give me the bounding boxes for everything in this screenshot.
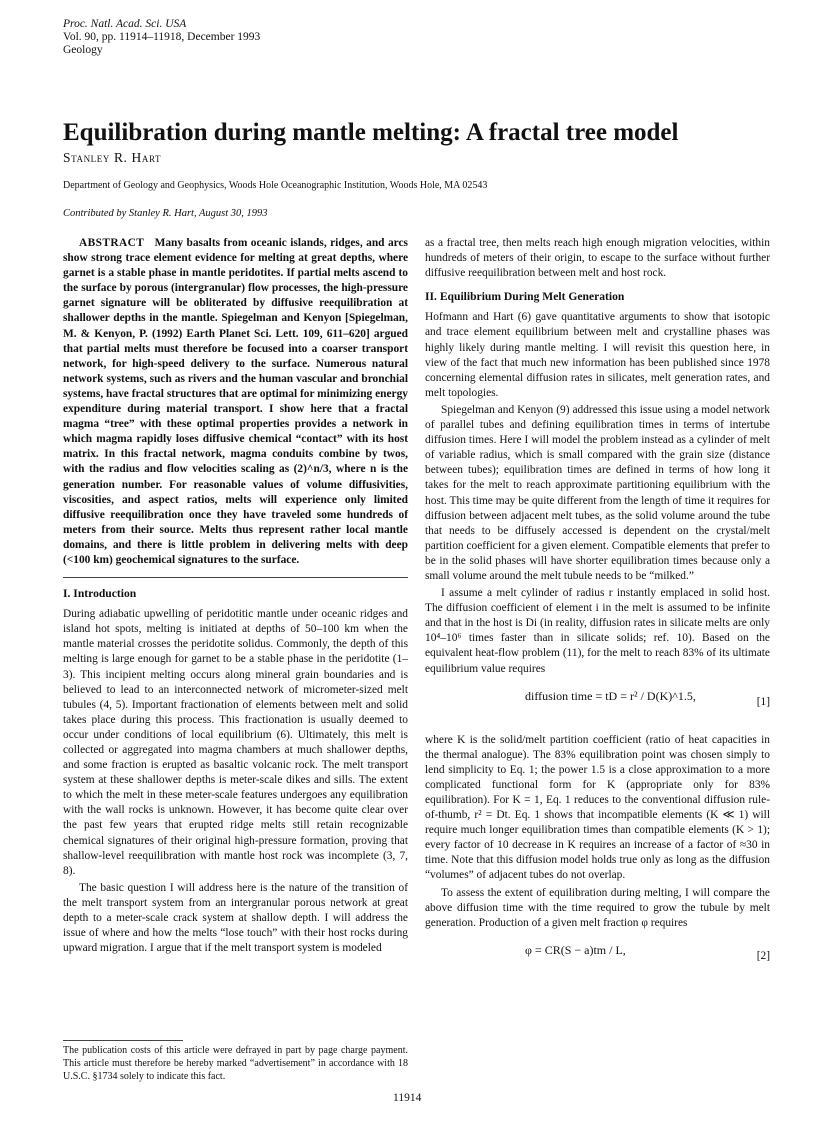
equilibrium-paragraph-3: I assume a melt cylinder of radius r instantly emplaced in solid host. The diffusion coefficient of element i in the melt is assumed to be infinite and that in the host is Di (in reality, diffusion rates in silicate melts are only 10⁴–10⁶ times faster than in silicate solids; ref. 10). Based on the equivalent heat-flow problem (11), for the melt to reach 83% of its ultimate equilibrium value requires xyxy=(425,587,770,675)
abstract xyxy=(63,236,408,568)
author-name: Stanley R. Hart xyxy=(63,150,162,165)
abstract-divider xyxy=(63,577,408,578)
equation-2 xyxy=(425,937,770,981)
equation-1 xyxy=(425,683,770,727)
intro-continuation: as a fractal tree, then melts reach high enough migration velocities, within hundreds of meters of their origin, to escape to the surface without further diffusive reequilibration between melt and host rock. xyxy=(425,237,770,280)
equilibrium-paragraph-1: Hofmann and Hart (6) gave quantitative arguments to show that isotopic and trace element equilibrium between melt and crystalline phases was highly likely during mantle melting. I will revisit this question here, in view of the fact that much new information has been published since 1978 concerning elemental diffusion rates in silicates, melt generation rates, and melt topologies. xyxy=(425,311,770,399)
author-affiliation: Department of Geology and Geophysics, Woods Hole Oceanographic Institution, Woods Hole, MA 02543 xyxy=(63,180,488,191)
intro-paragraph-1: During adiabatic upwelling of peridotitic mantle under oceanic ridges and island hot spots, melting is initiated at depths of 50–100 km when the mantle material crosses the peridotite solidus. Commonly, the depth of this melting is large enough for garnet to be a stable phase in the peridotite (1–3). This incipient melting occurs along mineral grain boundaries and is believed to lead to an interconnected network of micrometer-sized melt tubules (4, 5). Important fractionation of elements between melt and solid takes place during this process. This fractionation is usually deemed to occur under conditions of local equilibrium (6). Ultimately, this melt is collected or aggregated into magma chambers at much shallower depths, and some fraction is erupted as basaltic volcanic rock. The melt transport system at these shallower depths is meter-scale dikes and sills. The extent to which the melt in these meter-scale features undergoes any equilibration with the wall rocks is unknown. However, it has become quite clear over the past few years that erupted ridge melts still retain recognizable chemical signatures of their original high-pressure formation, proving that shallow-level reequilibration with mantle host rock was incomplete (3, 7, 8). xyxy=(63,608,408,877)
left-column xyxy=(63,236,408,956)
contributed-line: Contributed by Stanley R. Hart, August 30, 1993 xyxy=(63,208,268,219)
intro-paragraph-2: The basic question I will address here is the nature of the transition of the melt transport system from an intergranular porous network at great depth to a meter-scale crack system at shallow depth. I will address the issue of where and how the melts “lose touch” with their host rocks during upward migration. I argue that if the melt transport system is modeled xyxy=(63,881,408,955)
right-column xyxy=(425,236,770,987)
equation-2-number: [2] xyxy=(756,949,770,962)
abstract-text: Many basalts from oceanic islands, ridges, and arcs show strong trace element evidence for melting at great depths, where garnet is a stable phase in mantle peridotites. If partial melts ascend to the surface by porous (intergranular) flow processes, the high-pressure garnet signature will be obliterated by diffusive reequilibration at shallower depths in the mantle. Spiegelman and Kenyon [Spiegelman, M. & Kenyon, P. (1992) Earth Planet Sci. Lett. 109, 611–620] argued that partial melts must therefore be focused into a coarser transport network, for high-speed delivery to the surface. Numerous natural network systems, such as rivers and the human vascular and bronchial systems, have fractal structures that are optimal for minimizing energy expenditure during material transport. I show here that a fractal magma “tree” with these optimal properties provides a network in which magma rapidly loses diffusive chemical “contact” with its host matrix. In this fractal network, magma conduits combine by twos, with the radius and flow velocities scaling as (2)^n/3, where n is the generation number. For reasonable values of volume diffusivities, viscosities, and aspect ratios, melts will experience only limited diffusive reequilibration once they have traveled some hundreds of meters from their source. Melts thus represent rather local mantle domains, and there is little problem in delivering melts with deep (<100 km) geochemical signatures to the surface. xyxy=(63,237,408,566)
page-number: 11914 xyxy=(393,1092,422,1104)
article-title: Equilibration during mantle melting: A fractal tree model xyxy=(63,119,679,146)
publication-footnote: The publication costs of this article were defrayed in part by page charge payment. This article must therefore be hereby marked “advertisement” in accordance with 18 U.S.C. §1734 solely to indicate this fact. xyxy=(63,1045,408,1082)
abstract-label: ABSTRACT xyxy=(79,237,145,249)
journal-section: Geology xyxy=(63,44,103,56)
journal-volume: Vol. 90, pp. 11914–11918, December 1993 xyxy=(63,31,261,43)
equation-1-formula: diffusion time = tD = r² / D(K)^1.5, xyxy=(525,688,696,703)
section-heading-introduction: I. Introduction xyxy=(63,587,137,601)
equation-2-formula: φ = CR(S − a)tm / L, xyxy=(525,942,626,957)
journal-name: Proc. Natl. Acad. Sci. USA xyxy=(63,18,187,30)
equilibrium-paragraph-5: To assess the extent of equilibration during melting, I will compare the above diffusion time with the time required to grow the tubule by melt generation. Production of a given melt fraction φ requires xyxy=(425,886,770,929)
equation-1-number: [1] xyxy=(756,695,770,708)
equilibrium-paragraph-4: where K is the solid/melt partition coefficient (ratio of heat capacities in the thermal analogue). The 83% equilibration point was chosen simply to lend simplicity to Eq. 1; the power 1.5 is a close approximation to a more complicated functional form for K (appropriate only for 83% equilibration). For K = 1, Eq. 1 reduces to the conventional diffusion rule-of-thumb, r² = Dt. Eq. 1 shows that incompatible elements (K ≪ 1) will require much longer equilibration times than compatible elements (K > 1); every factor of 10 decrease in K requires an increase of a factor of ≈30 in time. Note that this diffusion model holds true only as long as the diffusion “volumes” of adjacent tubes do not overlap. xyxy=(425,733,770,882)
journal-header xyxy=(63,18,260,57)
equilibrium-paragraph-2: Spiegelman and Kenyon (9) addressed this issue using a model network of parallel tubes and defining equilibration times in terms of intertube diffusion times. Here I will model the problem instead as a cylinder of melt of variable radius, which is small compared with the grain size (distance between tubes); equilibration times are defined in terms of how long it takes for the melt to reach approximate partitioning equilibrium with the host. This time may be quite different from the length of time it requires for diffusion between adjacent melt tubes, as the solid volume around the tube that needs to be diffusely accessed is dependent on the crystal/melt partition coefficient for a given element. Compatible elements that prefer to be in the solid phases will have shorter equilibration times because only a small volume around the melt tubule needs to be “milked.” xyxy=(425,403,770,582)
footnote-divider xyxy=(63,1040,183,1041)
section-heading-equilibrium: II. Equilibrium During Melt Generation xyxy=(425,290,625,304)
